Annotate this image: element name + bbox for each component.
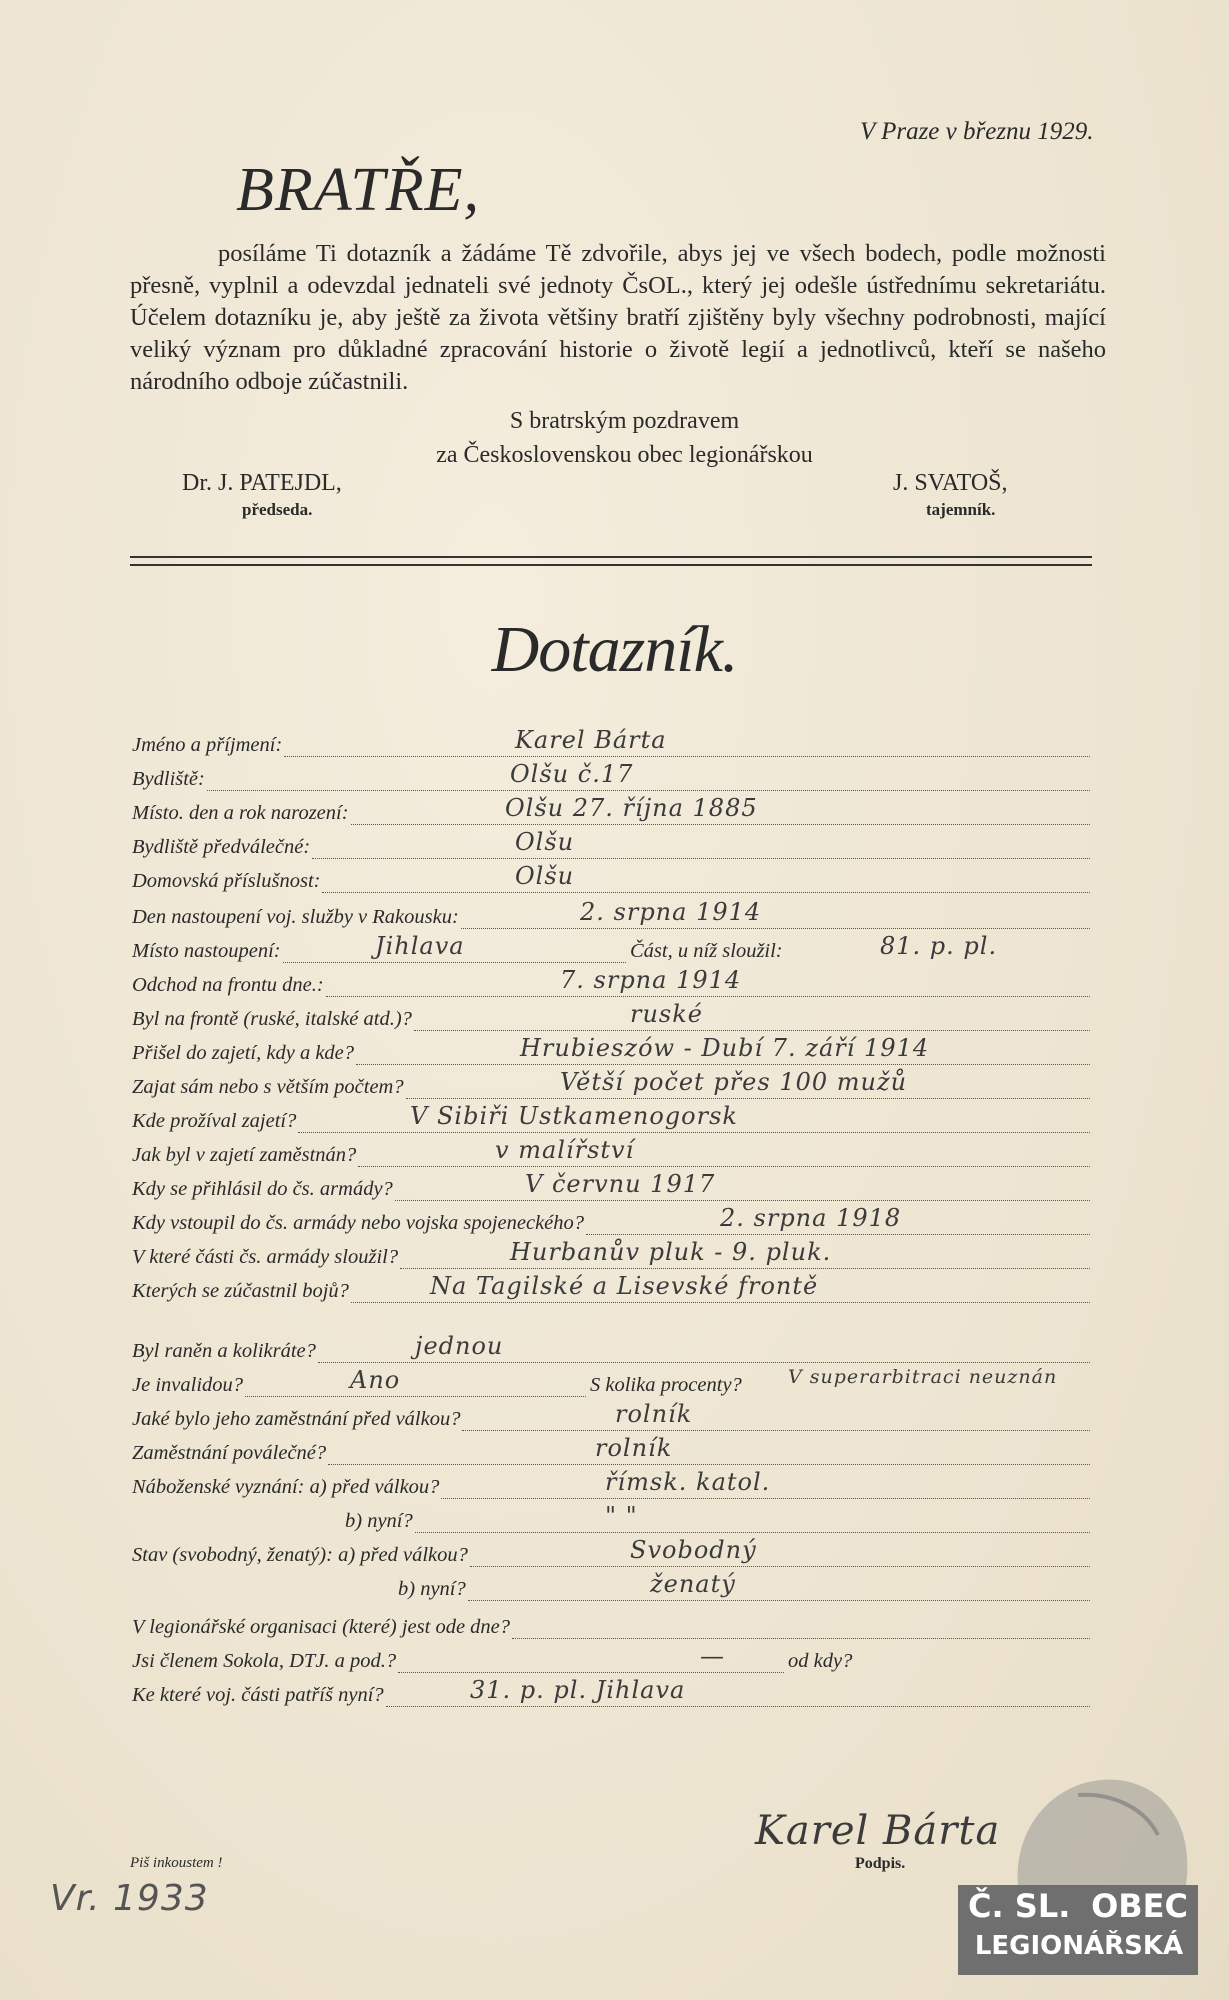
- logo-text-legionarska: LEGIONÁŘSKÁ: [974, 1931, 1184, 1961]
- regards-line-1: S bratrským pozdravem: [509, 408, 740, 434]
- field-label: Zaměstnání poválečné?: [132, 1442, 327, 1464]
- field-label: Náboženské vyznání: a) před válkou?: [132, 1476, 440, 1498]
- signatory-left-role: předseda.: [242, 500, 313, 519]
- field-dotted-line: [351, 824, 1090, 825]
- field-label: Je invalidou?: [132, 1374, 244, 1396]
- field-handwritten-value: rolník: [595, 1434, 673, 1462]
- field-dotted-line: [298, 1132, 1090, 1133]
- field-label-secondary: S kolika procenty?: [590, 1374, 742, 1396]
- field-dotted-line: [326, 996, 1090, 997]
- field-handwritten-value: 7. srpna 1914: [560, 966, 742, 994]
- field-label: Zajat sám nebo s větším počtem?: [132, 1076, 404, 1098]
- intro-paragraph: posíláme Ti dotazník a žádáme Tě zdvořile, abys jej ve všech bodech, podle možnosti přesně, vyplnil a odevzdal jednateli své jednoty ČsOL., který jej odešle ústřednímu sekretariátu. Účelem dotazníku je, aby ještě za života většiny bratří zjištěny byly všechny podrobnosti, mající veliký význam pro důkladné zpracování historie o životě legií a jednotlivců, kteří se našeho národního odboje zúčastnili.: [130, 240, 1106, 395]
- field-dotted-line: [415, 1532, 1090, 1533]
- field-dotted-line: [207, 790, 1090, 791]
- field-dotted-line: [586, 1234, 1090, 1235]
- field-dotted-line: [322, 892, 1090, 893]
- field-label: Byl raněn a kolikráte?: [132, 1340, 316, 1362]
- field-dotted-line: [386, 1706, 1090, 1707]
- field-dotted-line: [470, 1566, 1090, 1567]
- field-dotted-line: [398, 1672, 784, 1673]
- field-label-secondary: Část, u níž sloužil:: [630, 940, 783, 962]
- signature-handwritten: Karel Bárta: [755, 1808, 1001, 1854]
- signatory-right-name: J. SVATOŠ,: [893, 470, 1008, 496]
- field-handwritten-value: jednou: [415, 1332, 504, 1360]
- field-label: Jaké bylo jeho zaměstnání před válkou?: [132, 1408, 461, 1430]
- field-dotted-line: [395, 1200, 1090, 1201]
- field-handwritten-value: " ": [605, 1502, 638, 1530]
- field-label: Kdy se přihlásil do čs. armády?: [132, 1178, 393, 1200]
- logo-text-obec: OBEC: [1091, 1887, 1188, 1925]
- footer-note: Piš inkoustem !: [130, 1855, 223, 1871]
- divider-rule-top: [130, 556, 1092, 558]
- field-handwritten-value: 2. srpna 1914: [580, 898, 762, 926]
- field-dotted-line: [400, 1268, 1090, 1269]
- field-dotted-line: [318, 1362, 1090, 1363]
- field-label: Byl na frontě (ruské, italské atd.)?: [132, 1008, 412, 1030]
- field-label: Kdy vstoupil do čs. armády nebo vojska spojeneckého?: [132, 1212, 585, 1234]
- field-label: b) nyní?: [398, 1578, 466, 1600]
- field-dotted-line: [284, 756, 1090, 757]
- field-dotted-line: [468, 1600, 1090, 1601]
- signature-label: Podpis.: [855, 1855, 906, 1872]
- field-handwritten-value-secondary: 81. p. pl.: [880, 932, 998, 960]
- field-dotted-line: [283, 962, 626, 963]
- field-label: Jméno a příjmení:: [132, 734, 283, 756]
- field-dotted-line: [406, 1098, 1090, 1099]
- field-handwritten-value: Na Tagilské a Lisevské frontě: [430, 1272, 819, 1300]
- field-handwritten-value: Svobodný: [630, 1536, 757, 1564]
- field-dotted-line: [441, 1498, 1090, 1499]
- field-label-secondary: od kdy?: [788, 1650, 853, 1672]
- greeting-heading: BRATŘE,: [236, 156, 481, 224]
- field-handwritten-value: V červnu 1917: [525, 1170, 716, 1198]
- place-date: V Praze v březnu 1929.: [860, 118, 1094, 145]
- signatory-left-name: Dr. J. PATEJDL,: [182, 470, 342, 496]
- field-handwritten-value-secondary: V superarbitraci neuznán: [788, 1366, 1058, 1388]
- field-handwritten-value: rolník: [615, 1400, 693, 1428]
- field-dotted-line: [312, 858, 1090, 859]
- field-label: Den nastoupení voj. služby v Rakousku:: [132, 906, 459, 928]
- field-dotted-line: [462, 1430, 1090, 1431]
- field-handwritten-value: ruské: [630, 1000, 703, 1028]
- field-label: Jak byl v zajetí zaměstnán?: [132, 1144, 357, 1166]
- field-label: V které části čs. armády sloužil?: [132, 1246, 399, 1268]
- field-label: Místo. den a rok narození:: [132, 802, 349, 824]
- divider-rule-bottom: [130, 564, 1092, 566]
- field-dotted-line: [414, 1030, 1090, 1031]
- signatory-right-role: tajemník.: [926, 500, 996, 519]
- field-label: b) nyní?: [345, 1510, 413, 1532]
- field-label: Místo nastoupení:: [132, 940, 281, 962]
- field-handwritten-value: Ano: [350, 1366, 401, 1394]
- field-label: V legionářské organisaci (které) jest ode dne?: [132, 1616, 511, 1638]
- archive-handwritten-number: Vr. 1933: [50, 1878, 209, 1919]
- logo-text-csl: Č. SL.: [968, 1887, 1071, 1925]
- field-label: Ke které voj. části patříš nyní?: [132, 1684, 384, 1706]
- regards-line-2: za Československou obec legionářskou: [436, 442, 813, 468]
- field-dotted-line: [358, 1166, 1090, 1167]
- field-handwritten-value: Olšu č.17: [510, 760, 634, 788]
- field-dotted-line: [351, 1302, 1090, 1303]
- field-label: Kde prožíval zajetí?: [132, 1110, 297, 1132]
- field-handwritten-value: Olšu 27. října 1885: [505, 794, 758, 822]
- field-handwritten-value: Hrubieszów - Dubí 7. září 1914: [520, 1034, 930, 1062]
- field-handwritten-value: Olšu: [515, 862, 575, 890]
- field-dotted-line: [328, 1464, 1090, 1465]
- field-handwritten-value: Hurbanův pluk - 9. pluk.: [510, 1238, 832, 1266]
- field-handwritten-value: Jihlava: [375, 932, 465, 960]
- legion-emblem-logo: [958, 1765, 1198, 1975]
- field-label: Bydliště:: [132, 768, 205, 790]
- field-label: Jsi členem Sokola, DTJ. a pod.?: [132, 1650, 397, 1672]
- field-label: Domovská příslušnost:: [132, 870, 321, 892]
- field-dotted-line: [512, 1638, 1090, 1639]
- field-handwritten-value: římsk. katol.: [605, 1468, 771, 1496]
- field-label: Přišel do zajetí, kdy a kde?: [132, 1042, 355, 1064]
- field-handwritten-value: 2. srpna 1918: [720, 1204, 902, 1232]
- field-label: Bydliště předválečné:: [132, 836, 311, 858]
- field-handwritten-value: —: [700, 1642, 725, 1670]
- field-handwritten-value: V Sibiři Ustkamenogorsk: [410, 1102, 738, 1130]
- form-title: Dotazník.: [491, 613, 738, 686]
- field-handwritten-value: 31. p. pl. Jihlava: [470, 1676, 686, 1704]
- field-handwritten-value: v malířství: [495, 1136, 635, 1164]
- field-handwritten-value: ženatý: [650, 1570, 736, 1598]
- field-dotted-line: [245, 1396, 586, 1397]
- field-handwritten-value: Karel Bárta: [515, 726, 667, 754]
- field-handwritten-value: Větší počet přes 100 mužů: [560, 1068, 908, 1096]
- field-handwritten-value: Olšu: [515, 828, 575, 856]
- field-label: Odchod na frontu dne.:: [132, 974, 324, 996]
- field-label: Kterých se zúčastnil bojů?: [132, 1280, 349, 1302]
- field-dotted-line: [461, 928, 1090, 929]
- field-label: Stav (svobodný, ženatý): a) před válkou?: [132, 1544, 468, 1566]
- field-dotted-line: [356, 1064, 1090, 1065]
